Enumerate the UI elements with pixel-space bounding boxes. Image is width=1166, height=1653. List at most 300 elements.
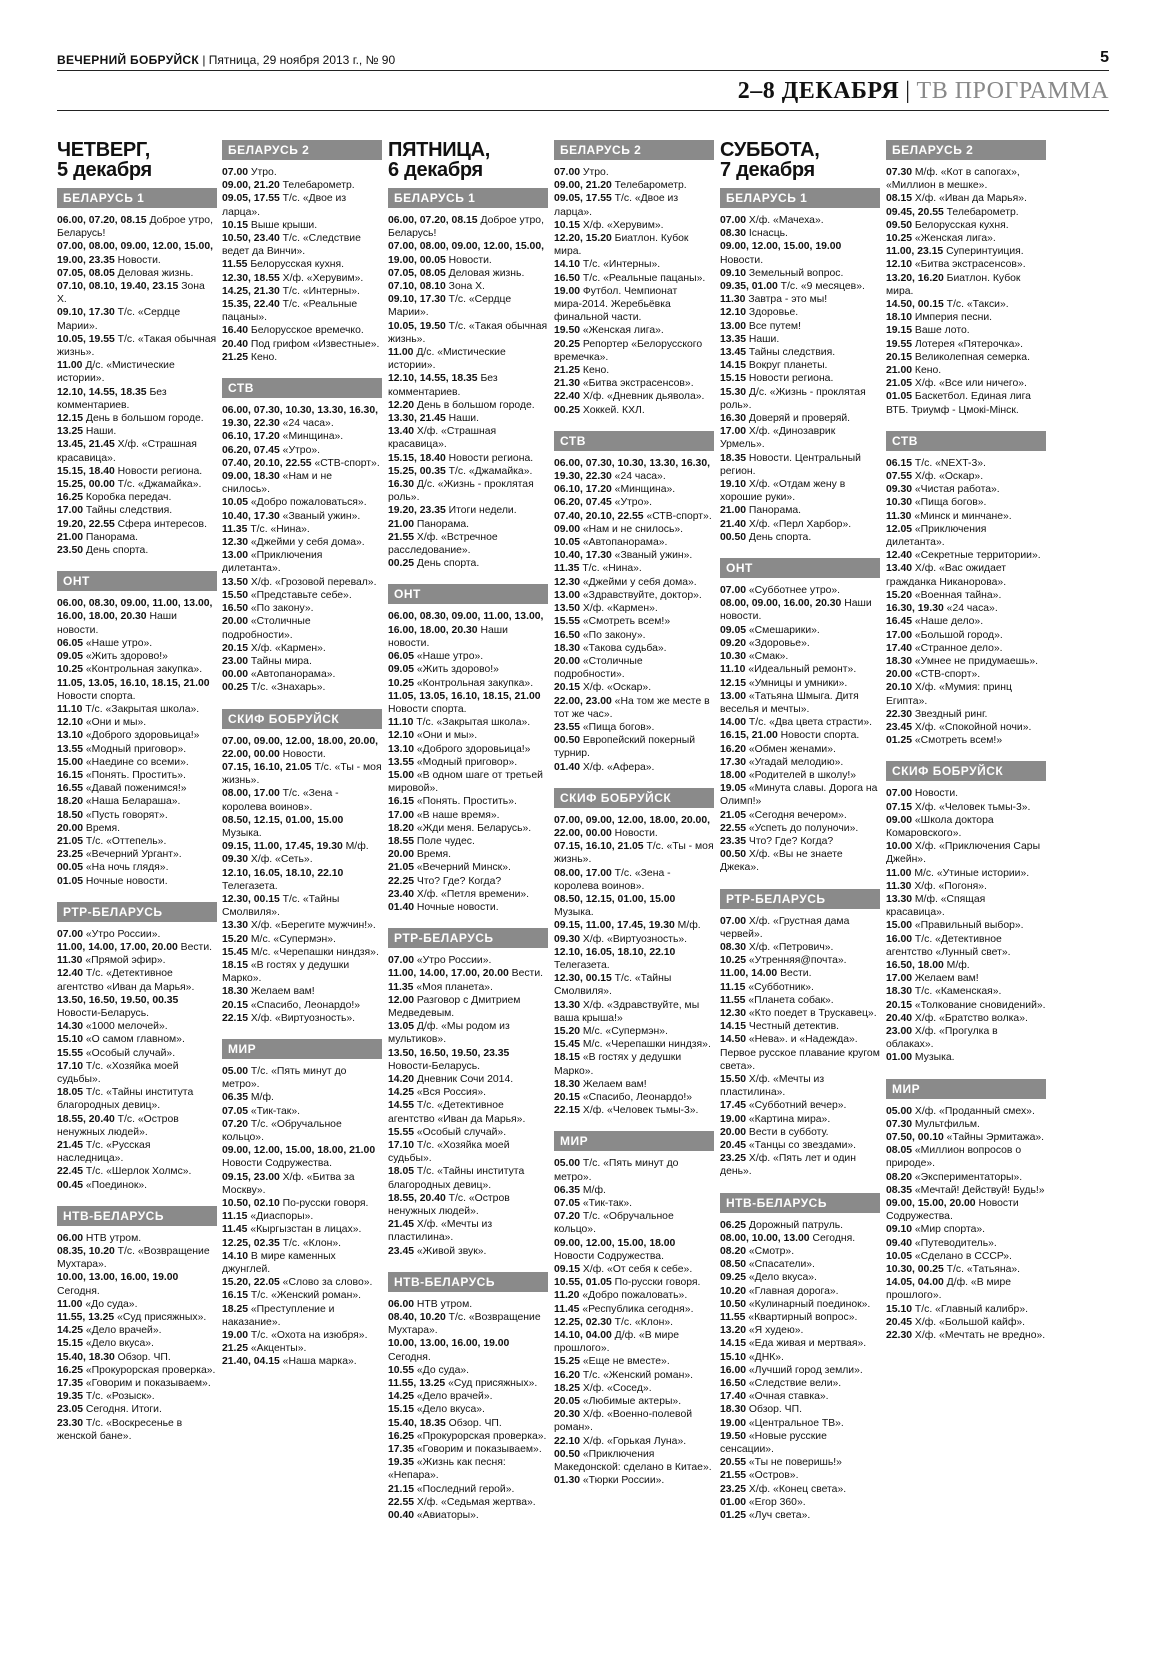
channel-heading: БЕЛАРУСЬ 2 <box>554 140 714 160</box>
program-time: 16.15, 21.00 <box>720 730 778 742</box>
program-listing <box>388 214 548 240</box>
program-title: Утро. <box>580 167 609 178</box>
program-listing <box>554 919 714 932</box>
program-time: 12.40 <box>886 550 913 562</box>
program-title: Х/ф. «Динозаврик Урмель». <box>720 426 836 451</box>
program-title: «Наше дело». <box>912 616 984 628</box>
program-listing <box>388 769 548 795</box>
program-title: «Татьяна Шмыга. Дитя веселья и мечты». <box>720 690 859 715</box>
program-time: 06.10, 17.20 <box>222 431 280 443</box>
program-time: 07.00 <box>554 167 581 178</box>
program-time: 13.00 <box>720 690 747 702</box>
schedule-column <box>222 140 382 1383</box>
program-title: «Женская лига». <box>580 325 664 337</box>
program-time: 17.00 <box>886 629 913 641</box>
program-title: Х/ф. «Перл Харбор». <box>746 518 852 530</box>
channel-heading: ОНТ <box>388 584 548 604</box>
program-listing <box>388 1430 548 1443</box>
program-time: 08.50, 12.15, 01.00, 15.00 <box>222 814 344 826</box>
program-listing <box>720 1417 880 1430</box>
program-time: 10.50, 02.10 <box>222 1198 280 1210</box>
program-title: Х/ф. «Военно-полевой роман». <box>554 1409 693 1434</box>
program-listing <box>886 1316 1046 1329</box>
program-listing <box>720 346 880 359</box>
program-time: 21.25 <box>222 351 249 363</box>
program-listing <box>57 795 217 808</box>
program-listing <box>57 412 217 425</box>
program-time: 00.40 <box>388 1510 415 1522</box>
program-listing <box>720 782 880 808</box>
program-listing <box>886 642 1046 655</box>
program-time: 23.00 <box>222 655 249 667</box>
program-listing <box>222 1289 382 1302</box>
program-title: Т/с. «Детективное агентство «Иван да Марья». <box>388 1100 526 1125</box>
program-time: 13.55 <box>388 756 415 768</box>
program-listing <box>57 861 217 874</box>
program-time: 14.50, 00.15 <box>886 299 944 311</box>
program-title: Панорама. <box>83 531 139 543</box>
program-listing <box>57 743 217 756</box>
program-time: 13.00 <box>222 550 249 562</box>
program-title: «Особый случай». <box>83 1047 176 1059</box>
program-title: Т/с. «Интерны». <box>580 259 661 271</box>
program-title: «Добро пожаловаться». <box>248 497 367 509</box>
program-listing <box>886 206 1046 219</box>
program-listing <box>554 734 714 760</box>
program-title: Т/с. «Каменская». <box>912 986 1002 998</box>
program-title: «Званый ужин». <box>279 510 361 522</box>
program-time: 07.40, 20.10, 22.55 <box>554 510 644 522</box>
program-listing <box>222 985 382 998</box>
program-time: 21.05 <box>57 835 84 847</box>
program-time: 10.15 <box>554 219 581 231</box>
program-title: Новости. <box>720 254 764 266</box>
program-title: Т/с. «Два цвета страсти». <box>746 717 873 729</box>
program-title: Вести. <box>508 968 544 980</box>
program-time: 22.10 <box>554 1435 581 1447</box>
program-listing <box>886 734 1046 747</box>
program-title: Обзор. ЧП. <box>114 1351 171 1363</box>
program-time: 06.00 <box>57 1232 84 1244</box>
program-listing <box>554 1329 714 1355</box>
program-time: 11.00, 14.00 <box>720 968 778 980</box>
program-listing <box>388 994 548 1020</box>
program-time: 11.55, 13.25 <box>388 1378 446 1390</box>
program-title: Утро. <box>248 167 277 178</box>
program-title: Сегодня. <box>809 1232 856 1244</box>
program-title: «Столичные подробности». <box>554 655 643 681</box>
program-title: «Угадай мелодию». <box>746 756 844 768</box>
program-time: 14.25 <box>57 1325 84 1337</box>
program-time: 23.40 <box>388 888 415 900</box>
program-listing <box>57 1298 217 1311</box>
program-title: «Сделано в СССР». <box>912 1250 1012 1262</box>
program-listing <box>388 504 548 517</box>
program-listing <box>57 518 217 531</box>
channel-block <box>720 558 880 874</box>
program-title: Х/ф. «Виртуозность». <box>248 1012 356 1024</box>
program-listing <box>554 1448 714 1474</box>
program-listing <box>886 1051 1046 1064</box>
program-time: 15.20 <box>222 933 249 945</box>
program-time: 08.35, 10.20 <box>57 1246 115 1258</box>
program-title: «Здоровье». <box>746 637 810 649</box>
program-title: «Новые русские сенсации». <box>720 1430 827 1456</box>
program-title: «Планета собак». <box>745 994 834 1006</box>
program-listing <box>886 390 1046 416</box>
program-listing <box>886 311 1046 324</box>
program-title: Т/с. «Следствие ведет да Винчи». <box>222 233 361 258</box>
newspaper-name: ВЕЧЕРНИЙ БОБРУЙСК <box>57 53 199 67</box>
program-time: 12.40 <box>57 968 84 980</box>
program-listing <box>886 483 1046 496</box>
program-time: 01.40 <box>554 761 581 773</box>
program-time: 21.40 <box>720 518 747 530</box>
program-listing <box>57 1390 217 1403</box>
program-time: 10.40, 17.30 <box>222 510 280 522</box>
program-time: 12.25, 02.35 <box>222 1237 280 1249</box>
program-title: Сегодня. Итоги. <box>83 1404 162 1416</box>
channel-block <box>222 709 382 1025</box>
program-listing <box>222 840 382 853</box>
program-title: Новости спорта. <box>57 690 136 702</box>
program-time: 15.00 <box>388 769 415 781</box>
program-time: 00.25 <box>554 404 581 416</box>
program-time: 09.15, 11.00, 17.45, 19.30 <box>554 920 675 932</box>
program-listing <box>388 610 548 650</box>
program-time: 19.10 <box>720 479 747 491</box>
program-title: «Автопанорама». <box>580 537 668 549</box>
program-title: «Смотреть всем!» <box>580 616 671 628</box>
program-listing <box>554 589 714 602</box>
program-listing <box>388 412 548 425</box>
program-listing <box>554 946 714 972</box>
program-listing <box>554 549 714 562</box>
channel-block <box>388 584 548 914</box>
program-title: «Приключения дилетанта». <box>222 550 323 575</box>
program-title: «Они и мы». <box>83 717 147 729</box>
program-time: 11.15 <box>720 981 746 993</box>
program-title: Новости. Центральный регион. <box>720 452 861 477</box>
program-title: Новости. <box>445 254 492 266</box>
program-listing <box>554 1237 714 1263</box>
program-listing <box>388 346 548 372</box>
program-title: Европейский покерный турнир. <box>554 735 695 760</box>
program-title: Х/ф. «Погоня». <box>911 880 987 892</box>
program-time: 06.00, 07.20, 08.15 <box>57 215 147 226</box>
program-listing <box>554 1197 714 1210</box>
program-time: 10.30, 00.25 <box>886 1264 944 1276</box>
program-time: 09.10, 17.30 <box>388 294 446 306</box>
channel-block <box>720 889 880 1179</box>
program-listing <box>554 1289 714 1302</box>
channel-heading: МИР <box>886 1079 1046 1099</box>
program-time: 13.20 <box>720 1325 747 1337</box>
program-listing <box>720 743 880 756</box>
program-title: Великолепная семерка. <box>912 351 1030 363</box>
program-listing <box>57 1179 217 1192</box>
program-time: 09.30 <box>554 933 581 945</box>
program-title: Х/ф. «Оскар». <box>580 682 652 694</box>
program-listing <box>720 967 880 980</box>
program-listing <box>720 1033 880 1073</box>
program-listing <box>554 219 714 232</box>
program-listing <box>388 1311 548 1337</box>
program-title: «Наедине со всеми». <box>83 756 189 768</box>
program-title: «Секретные территории». <box>912 550 1041 562</box>
schedule-column <box>388 140 548 1536</box>
program-title: Т/с. «Оттепель». <box>83 835 167 847</box>
program-listing <box>720 809 880 822</box>
program-time: 09.35, 01.00 <box>720 281 778 293</box>
program-title: Т/с. «Нина». <box>247 523 310 535</box>
program-listing <box>554 179 714 192</box>
program-listing <box>222 787 382 813</box>
program-title: «Мечтай! Действуй! Будь!» <box>912 1184 1045 1196</box>
program-title: «Живой звук». <box>414 1245 487 1257</box>
channel-block <box>554 431 714 774</box>
program-listing <box>886 457 1046 470</box>
program-listing <box>388 861 548 874</box>
program-listing <box>886 1237 1046 1250</box>
program-time: 07.30 <box>886 167 913 178</box>
program-title: «Еда живая и мертвая». <box>746 1338 867 1350</box>
program-listing <box>720 637 880 650</box>
program-title: Кено. <box>912 365 942 377</box>
program-time: 13.10 <box>388 743 415 755</box>
day-date: 5 декабря <box>57 159 152 181</box>
program-time: 08.30 <box>720 941 747 953</box>
program-time: 16.15 <box>57 769 84 781</box>
program-listing <box>886 192 1046 205</box>
program-listing <box>554 1474 714 1487</box>
program-time: 18.20 <box>57 796 84 808</box>
program-time: 20.10 <box>886 682 913 694</box>
program-time: 20.15 <box>222 642 249 654</box>
program-time: 10.05, 19.55 <box>57 333 115 345</box>
program-title: «Жди меня. Беларусь». <box>414 822 532 834</box>
program-title: Х/ф. «Берегите мужчин!». <box>248 920 376 932</box>
program-listing <box>886 1105 1046 1118</box>
program-listing <box>57 333 217 359</box>
program-time: 14.10 <box>222 1250 249 1262</box>
program-title: Т/с. «Интерны». <box>279 285 360 297</box>
program-title: Телебарометр. <box>279 180 355 192</box>
program-listing <box>222 430 382 443</box>
program-time: 17.30 <box>720 756 747 768</box>
program-title: «Смак». <box>746 651 789 663</box>
program-title: Т/с. «Клон». <box>611 1316 674 1328</box>
program-time: 14.10 <box>554 259 581 271</box>
program-time: 13.20, 16.20 <box>886 272 944 284</box>
program-listing <box>388 901 548 914</box>
program-title: Х/ф. «Иван да Марья». <box>912 193 1027 205</box>
program-listing <box>57 954 217 967</box>
program-title: Биатлон. Кубок мира. <box>886 272 1021 297</box>
section-title <box>738 78 1109 105</box>
program-listing <box>388 967 548 980</box>
program-time: 13.30 <box>554 999 581 1011</box>
program-title: Т/с. «Такая обычная жизнь». <box>57 333 217 359</box>
program-time: 09.30 <box>886 484 913 496</box>
program-title: Х/ф. «От себя к себе». <box>580 1264 693 1276</box>
program-title: «Утро». <box>279 444 321 456</box>
channel-block <box>222 378 382 694</box>
program-time: 14.50 <box>720 1034 747 1046</box>
program-listing <box>57 756 217 769</box>
program-listing <box>388 1509 548 1522</box>
channel-block <box>554 140 714 417</box>
program-time: 07.00 <box>720 215 747 226</box>
program-title: Новости. <box>279 748 326 760</box>
program-title: Т/с. «Двое из ларца». <box>222 193 347 218</box>
program-title: «Умницы и умники». <box>746 677 848 689</box>
program-title: «Республика сегодня». <box>579 1303 694 1315</box>
program-title: Д/с. «Жизнь - проклятая роль». <box>388 479 534 504</box>
program-title: Т/с. «Розыск». <box>83 1391 155 1403</box>
program-title: «Вечерний Минск». <box>414 862 511 874</box>
program-listing <box>554 867 714 893</box>
program-listing <box>222 444 382 457</box>
channel-heading: МИР <box>222 1039 382 1059</box>
program-listing <box>720 1007 880 1020</box>
program-title: Т/с. «Хозяйка моей судьбы». <box>388 1140 510 1165</box>
program-listing <box>720 1219 880 1232</box>
program-time: 22.30 <box>886 708 913 720</box>
program-listing <box>388 399 548 412</box>
program-listing <box>720 1152 880 1178</box>
program-title: «Военная тайна». <box>912 589 1002 601</box>
program-title: Панорама. <box>414 518 470 530</box>
program-time: 20.45 <box>886 1316 913 1328</box>
program-listing <box>222 470 382 496</box>
program-title: «Минщина». <box>279 431 344 443</box>
program-time: 16.25 <box>57 1364 84 1376</box>
program-time: 18.05 <box>57 1087 84 1099</box>
program-title: «Прокурорская проверка». <box>83 1364 216 1376</box>
program-listing <box>388 809 548 822</box>
program-time: 07.40, 20.10, 22.55 <box>222 457 312 469</box>
program-listing <box>388 690 548 716</box>
program-time: 23.00 <box>886 1025 913 1037</box>
program-title: «Егор 360». <box>746 1496 806 1508</box>
program-time: 11.00 <box>388 347 414 359</box>
program-time: 11.30 <box>720 294 746 306</box>
program-listing <box>388 822 548 835</box>
program-time: 12.00 <box>388 994 415 1006</box>
program-time: 00.00 <box>222 669 249 681</box>
program-time: 09.25 <box>720 1272 747 1284</box>
program-time: 08.30 <box>720 228 747 240</box>
program-listing <box>57 822 217 835</box>
program-listing <box>57 941 217 954</box>
program-title: Сегодня. <box>57 1285 100 1297</box>
program-listing <box>388 1403 548 1416</box>
program-listing <box>57 1060 217 1086</box>
channel-block <box>57 188 217 557</box>
program-listing <box>720 1483 880 1496</box>
program-time: 18.15 <box>222 959 249 971</box>
program-time: 16.15 <box>388 796 415 808</box>
program-time: 14.55 <box>388 1100 415 1112</box>
program-time: 19.55 <box>886 338 913 350</box>
program-time: 07.05 <box>554 1198 581 1210</box>
program-listing <box>57 1311 217 1324</box>
program-time: 11.05, 13.05, 16.10, 18.15, 21.00 <box>388 690 541 702</box>
program-title: «Очная ставка». <box>746 1391 829 1403</box>
program-time: 19.35 <box>388 1457 415 1469</box>
channel-block <box>57 571 217 887</box>
program-listing <box>886 655 1046 668</box>
program-title: День спорта. <box>83 545 149 557</box>
program-listing <box>222 576 382 589</box>
program-title: НТВ утром. <box>83 1232 142 1244</box>
program-title: «Путеводитель». <box>912 1237 997 1249</box>
program-listing <box>57 663 217 676</box>
program-listing <box>720 452 880 478</box>
program-time: 20.00 <box>57 822 84 834</box>
channel-block <box>554 1131 714 1487</box>
program-listing <box>886 972 1046 985</box>
program-title: «Здравствуйте, доктор». <box>580 589 702 601</box>
program-listing <box>886 338 1046 351</box>
program-title: Х/ф. «Мечты из пластилина». <box>720 1073 825 1099</box>
program-time: 06.00, 07.20, 08.15 <box>388 215 478 226</box>
program-time: 11.10 <box>388 717 414 729</box>
program-time: 09.15, 11.00, 17.45, 19.30 <box>222 841 343 853</box>
program-time: 10.50, 23.40 <box>222 233 280 245</box>
program-listing <box>388 835 548 848</box>
program-listing <box>886 589 1046 602</box>
program-title: «Понять. Простить». <box>83 769 186 781</box>
program-time: 15.15 <box>388 1404 415 1416</box>
program-title: Кено. <box>580 365 610 377</box>
program-listing <box>388 293 548 319</box>
program-time: 16.20 <box>554 1369 581 1381</box>
program-time: 01.05 <box>57 875 84 887</box>
program-time: 08.50 <box>720 1259 747 1271</box>
channel-heading: РТР-БЕЛАРУСЬ <box>388 928 548 948</box>
program-title: Т/с. «Двое из ларца». <box>554 193 679 218</box>
program-time: 15.50 <box>222 589 249 601</box>
program-time: 13.55 <box>57 743 84 755</box>
program-title: «Утро России». <box>414 955 492 967</box>
program-title: Т/с. «NEXT-3». <box>912 457 986 469</box>
program-listing <box>886 814 1046 840</box>
program-listing <box>720 504 880 517</box>
page-header <box>57 48 1109 71</box>
program-time: 09.30 <box>222 854 249 866</box>
program-time: 21.30 <box>554 378 581 390</box>
program-title: Завтра - это мы! <box>745 294 828 306</box>
program-time: 16.25 <box>57 492 84 504</box>
channel-heading: ОНТ <box>57 571 217 591</box>
program-time: 05.00 <box>222 1065 249 1077</box>
program-listing <box>388 729 548 742</box>
program-title: Честный детектив. <box>746 1021 840 1033</box>
program-time: 21.25 <box>222 1343 249 1355</box>
program-listing <box>720 1073 880 1099</box>
program-listing <box>388 1165 548 1191</box>
program-listing <box>222 853 382 866</box>
program-listing <box>57 1139 217 1165</box>
program-title: Т/с. «Детективное агентство «Иван да Марья». <box>57 968 195 993</box>
program-time: 10.55 <box>388 1364 415 1376</box>
program-listing <box>222 404 382 430</box>
program-time: 12.10 <box>388 730 415 742</box>
program-time: 07.00 <box>886 788 913 800</box>
program-title: «Жить здорово!» <box>414 664 499 676</box>
